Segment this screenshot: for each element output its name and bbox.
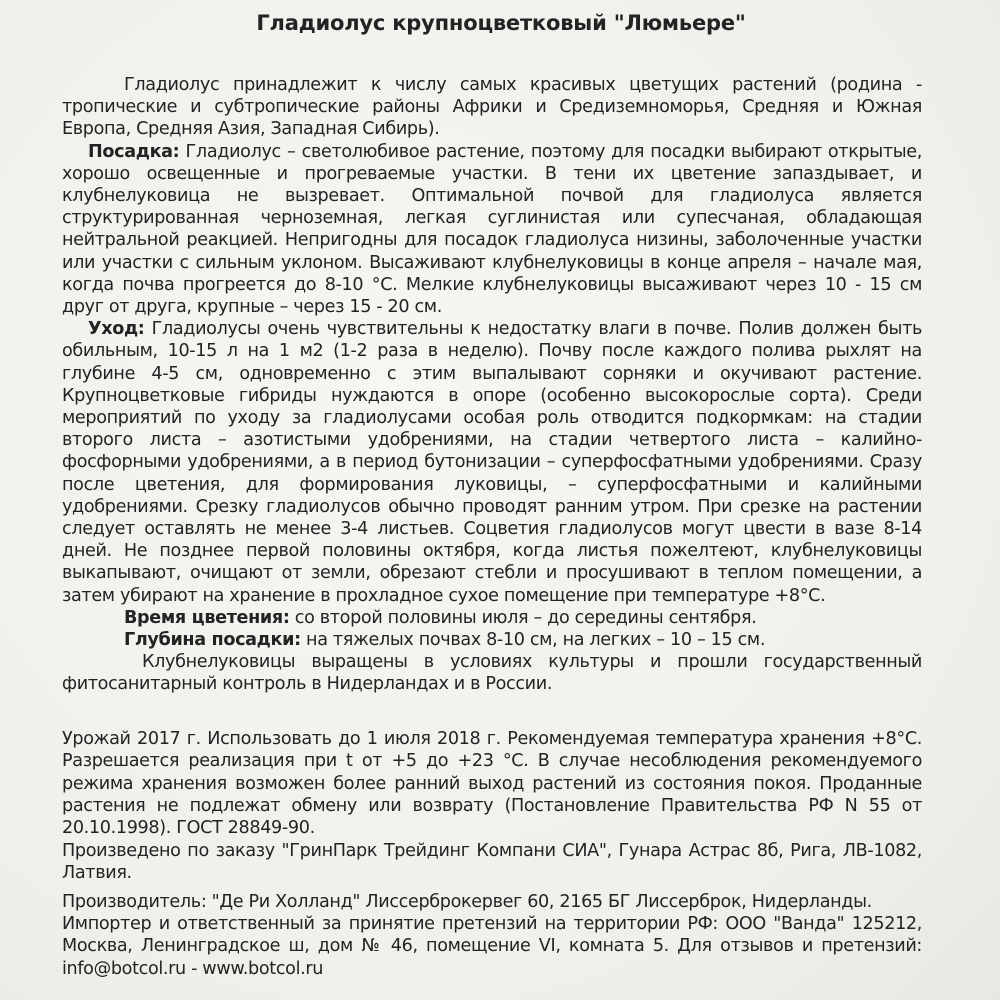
care-text: Гладиолусы очень чувствительны к недостатку влаги в почве. Полив должен быть обильным, 10-15 л на 1 м2 (1-2 раза в неделю). Почву после каждого полива рыхлят на глубине 4-5 см, одновременно с этим выпалывают сорняки и окучивают растение. Крупноцветковые гибриды нуждаются в опоре (особенно высокорослые сорта). Среди мероприятий по уходу за гладиолусами особая роль отводится подкормкам: на стадии второго листа – азотистыми удобрениями, на стадии четвертого листа – калийно-фосфорными удобрениями, а в период бутонизации – суперфосфатными удобрениями. Сразу после цветения, для формирования луковицы, – суперфосфатными и калийными удобрениями. Срезку гладиолусов обычно проводят ранним утром. При срезке на растении следует оставлять не менее 3-4 листьев. Соцветия гладиолусов могут цвести в вазе 8-14 дней. Не позднее первой половины октября, когда листья пожелтеют, клубнелуковицы выкапывают, очищают от земли, обрезают стебли и просушивают в теплом помещении, а затем убирают на хранение в прохладное сухое помещение при температуре +8°С. [62,319,922,606]
care-label: Уход: [88,319,145,340]
importer-paragraph: Импортер и ответственный за принятие претензий на территории РФ: ООО "Ванда" 125212, Москва, Ленинградское ш, дом № 46, помещение VI, комната 5. Для отзывов и претензий: info@botcol.ru - www.botcol.ru [62,913,922,979]
depth-paragraph [62,629,922,651]
bloom-text: со второй половины июля – до середины сентября. [289,607,757,628]
planting-text: Гладиолус – светолюбивое растение, поэтому для посадки выбирают открытые, хорошо освещенные и прогреваемые участки. В тени их цветение запаздывает, и клубнелуковица не вызревает. Оптимальной почвой для гладиолуса является структурированная черноземная, легкая суглинистая или супесчаная, обладающая нейтральной реакцией. Непригодны для посадок гладиолуса низины, заболоченные участки или участки с сильным уклоном. Высаживают клубнелуковицы в конце апреля – начале мая, когда почва прогреется до 8-10 °С. Мелкие клубнелуковицы высаживают через 10 - 15 см друг от друга, крупные – через 15 - 20 см. [62,141,922,318]
certification-paragraph: Клубнелуковицы выращены в условиях культуры и прошли государственный фитосанитарный контроль в Нидерландах и в России. [62,652,922,695]
planting-label: Посадка: [88,141,180,162]
document-title: Гладиолус крупноцветковый "Люмьере" [256,11,746,35]
depth-text: на тяжелых почвах 8-10 см, на легких – 10 – 15 см. [300,630,766,651]
bloom-paragraph [62,607,922,629]
manufacturer-paragraph: Производитель: "Де Ри Холланд" Лиссерброкервег 60, 2165 БГ Лиссерброк, Нидерланды. [62,891,872,912]
planting-paragraph [62,141,922,319]
intro-paragraph: Гладиолус принадлежит к числу самых красивых цветущих растений (родина - тропические и субтропические районы Африки и Средиземноморья, Средняя и Южная Европа, Средняя Азия, Западная Сибирь). [62,75,922,140]
harvest-paragraph: Урожай 2017 г. Использовать до 1 июля 2018 г. Рекомендуемая температура хранения +8°С. Разрешается реализация при t от +5 до +23 °С. В случае несоблюдения рекомендуемого режима хранения возможен более ранний выход растений из состояния покоя. Проданные растения не подлежат обмену или возврату (Постановление Правительства РФ N 55 от 20.10.1998). ГОСТ 28849-90. [62,728,922,839]
ordered-paragraph: Произведено по заказу "ГринПарк Трейдинг Компани СИА", Гунара Астрас 8б, Рига, ЛВ-1082, Латвия. [62,840,922,884]
bloom-label: Время цветения: [124,607,290,628]
depth-label: Глубина посадки: [124,630,301,651]
section-gap [62,696,922,728]
care-paragraph [62,318,922,607]
main-text [62,74,922,696]
footer-text [62,728,922,980]
